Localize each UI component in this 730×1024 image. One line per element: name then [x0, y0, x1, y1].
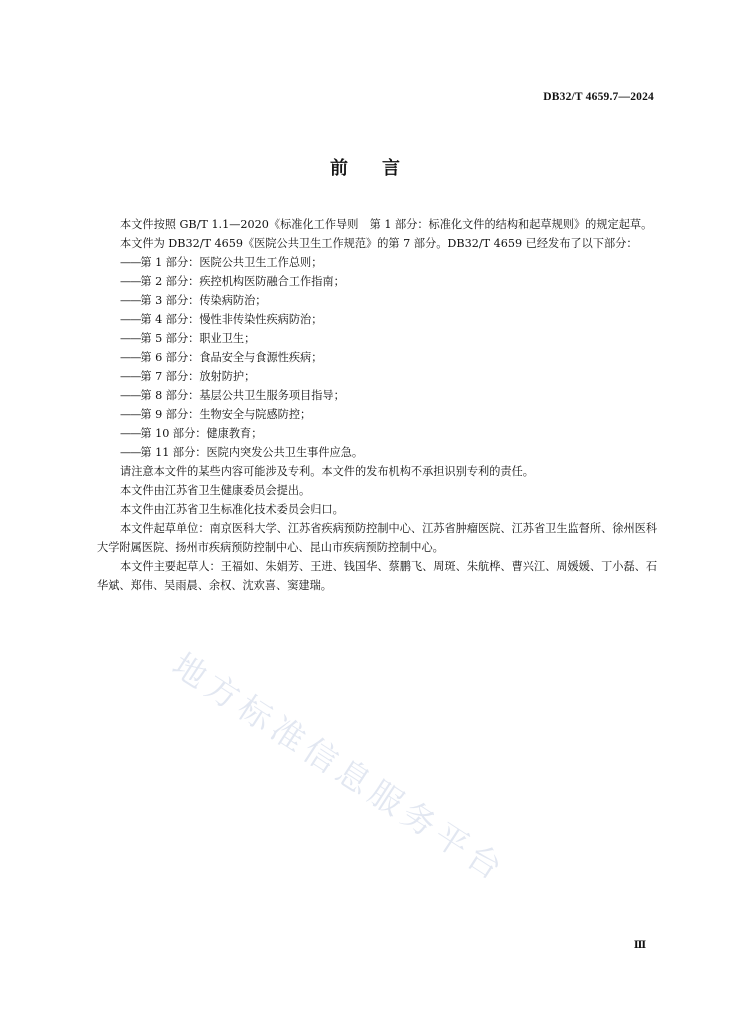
paragraph-drafters: 本文件主要起草人：王福如、朱娟芳、王进、钱国华、蔡鹏飞、周斑、朱航桦、曹兴江、周媛媛、丁小磊、石华斌、郑伟、吴雨晨、余权、沈欢喜、窦建瑞。 [97, 560, 658, 592]
list-item-text: 第 2 部分：疾控机构医防融合工作指南； [140, 275, 345, 288]
paragraph-drafting-units: 本文件起草单位：南京医科大学、江苏省疾病预防控制中心、江苏省肿瘤医院、江苏省卫生监督所、徐州医科大学附属医院、扬州市疾病预防控制中心、昆山市疾病预防控制中心。 [97, 522, 658, 554]
list-item [97, 253, 657, 272]
list-item-text: 第 4 部分：慢性非传染性疾病防治； [140, 313, 323, 326]
list-dash: —— [120, 332, 141, 345]
list-dash: —— [120, 256, 141, 269]
list-item-text: 第 3 部分：传染病防治； [140, 294, 267, 307]
list-dash: —— [120, 446, 141, 459]
list-item-text: 第 9 部分：生物安全与院感防控； [140, 408, 312, 421]
watermark: 地方标准信息服务平台 [165, 645, 514, 891]
list-dash: —— [120, 389, 141, 402]
list-item [97, 329, 657, 348]
list-dash: —— [120, 427, 141, 440]
paragraph-patent-notice: 请注意本文件的某些内容可能涉及专利。本文件的发布机构不承担识别专利的责任。 [120, 465, 534, 478]
paragraph-series-info: 本文件为 DB32/T 4659《医院公共卫生工作规范》的第 7 部分。DB32/T 4659 已经发布了以下部分： [120, 237, 638, 250]
paragraph-committee: 本文件由江苏省卫生标准化技术委员会归口。 [120, 503, 344, 516]
list-item [97, 272, 657, 291]
list-item-text: 第 10 部分：健康教育； [140, 427, 263, 440]
page-number: Ⅲ [633, 940, 646, 951]
list-item-text: 第 7 部分：放射防护； [140, 370, 256, 383]
list-item-text: 第 6 部分：食品安全与食源性疾病； [140, 351, 323, 364]
title-char-1: 前 [330, 158, 348, 179]
list-item [97, 291, 657, 310]
list-item-text: 第 5 部分：职业卫生； [140, 332, 256, 345]
foreword-body [97, 215, 657, 595]
list-dash: —— [120, 313, 141, 326]
list-item [97, 443, 657, 462]
list-dash: —— [120, 294, 141, 307]
list-item [97, 310, 657, 329]
list-item [97, 367, 657, 386]
list-item [97, 424, 657, 443]
list-dash: —— [120, 351, 141, 364]
document-code: DB32/T 4659.7—2024 [543, 91, 654, 103]
list-dash: —— [120, 408, 141, 421]
parts-list [97, 253, 657, 462]
list-dash: —— [120, 275, 141, 288]
list-item [97, 348, 657, 367]
list-item [97, 405, 657, 424]
list-item-text: 第 8 部分：基层公共卫生服务项目指导； [140, 389, 345, 402]
list-item [97, 386, 657, 405]
list-item-text: 第 1 部分：医院公共卫生工作总则； [140, 256, 323, 269]
paragraph-drafting-rule: 本文件按照 GB/T 1.1—2020《标准化工作导则 第 1 部分：标准化文件的结构和起草规则》的规定起草。 [120, 218, 653, 231]
title-char-2: 言 [382, 158, 400, 179]
paragraph-proposer: 本文件由江苏省卫生健康委员会提出。 [120, 484, 311, 497]
list-dash: —— [120, 370, 141, 383]
page-title [0, 154, 730, 180]
list-item-text: 第 11 部分：医院内突发公共卫生事件应急。 [140, 446, 364, 459]
